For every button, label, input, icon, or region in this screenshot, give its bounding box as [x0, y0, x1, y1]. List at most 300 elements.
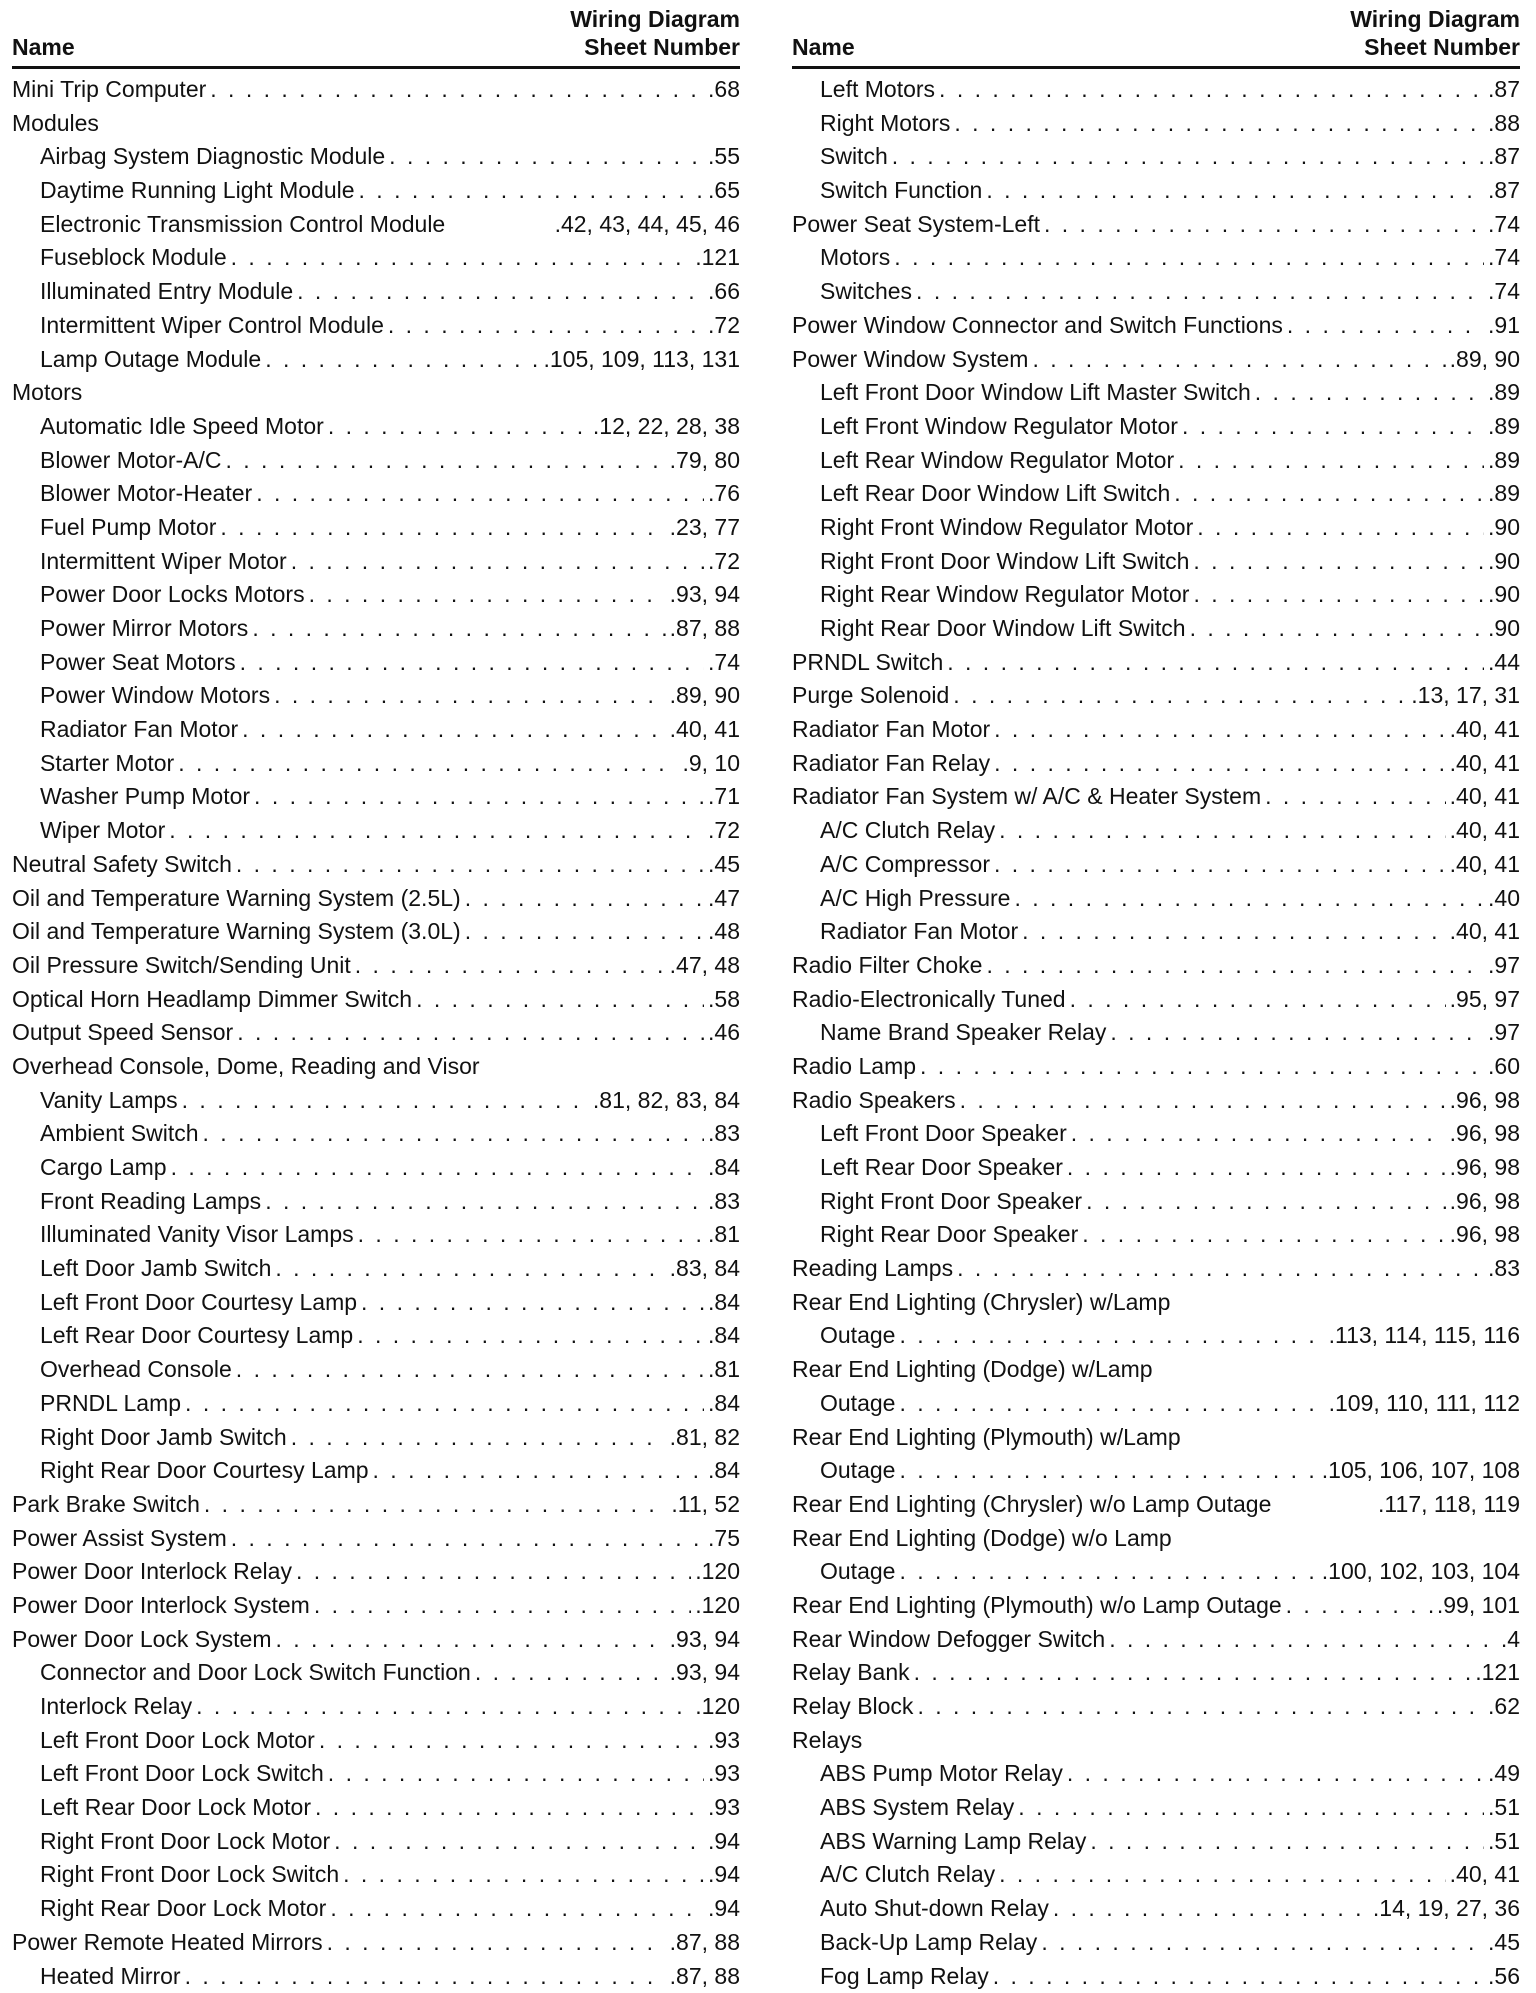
sheet-number: .55: [708, 140, 740, 174]
sheet-number: .12, 22, 28, 38: [593, 410, 740, 444]
sheet-number: .90: [1488, 612, 1520, 646]
dot-leader: [1041, 1926, 1484, 1960]
dot-leader: [1032, 343, 1445, 377]
index-entry: [12, 1757, 740, 1791]
sheet-number: .45: [1488, 1926, 1520, 1960]
entry-name: Heated Mirror: [40, 1960, 181, 1993]
sheet-number: .94: [708, 1825, 740, 1859]
entry-name: Power Assist System: [12, 1522, 227, 1556]
entry-name: Neutral Safety Switch: [12, 848, 232, 882]
index-entry: [12, 1050, 740, 1084]
entry-name: Fuseblock Module: [40, 241, 227, 275]
index-entry: [792, 107, 1520, 141]
sheet-number: .83, 84: [670, 1252, 740, 1286]
index-entry: [12, 107, 740, 141]
index-entry: [12, 1892, 740, 1926]
dot-leader: [274, 679, 666, 713]
index-entry: [12, 1555, 740, 1589]
dot-leader: [361, 1286, 704, 1320]
entry-name: ABS Pump Motor Relay: [820, 1757, 1063, 1791]
entry-name: Automatic Idle Speed Motor: [40, 410, 324, 444]
entry-name: Mini Trip Computer: [12, 73, 206, 107]
sheet-number: .81, 82: [670, 1421, 740, 1455]
entry-name: Daytime Running Light Module: [40, 174, 355, 208]
sheet-number: .97: [1488, 949, 1520, 983]
dot-leader: [994, 848, 1446, 882]
index-entry: [792, 1421, 1520, 1455]
dot-leader: [894, 241, 1484, 275]
dot-leader: [357, 1319, 704, 1353]
column-header: [792, 0, 1520, 69]
sheet-number: .71: [708, 780, 740, 814]
index-entry: [792, 477, 1520, 511]
dot-leader: [185, 1387, 704, 1421]
index-entry: [12, 1791, 740, 1825]
dot-leader: [1178, 444, 1484, 478]
index-entry: [12, 1656, 740, 1690]
index-entry: [12, 1623, 740, 1657]
index-entry: [12, 780, 740, 814]
index-entry: [792, 1656, 1520, 1690]
index-entry: [12, 511, 740, 545]
dot-leader: [297, 275, 704, 309]
header-sheet-number: Sheet Number: [1364, 34, 1520, 61]
sheet-number: .89: [1488, 410, 1520, 444]
sheet-number: .113, 114, 115, 116: [1329, 1319, 1520, 1353]
index-entry: [12, 679, 740, 713]
entry-name: Power Window System: [792, 343, 1028, 377]
sheet-number: .97: [1488, 1016, 1520, 1050]
dot-leader: [954, 107, 1484, 141]
entry-name: Power Door Locks Motors: [40, 578, 305, 612]
dot-leader: [1255, 376, 1484, 410]
index-entry: [12, 578, 740, 612]
index-entry: [792, 1926, 1520, 1960]
entry-name: Rear End Lighting (Plymouth) w/Lamp: [792, 1421, 1181, 1455]
index-entry: [792, 983, 1520, 1017]
dot-leader: [1053, 1892, 1369, 1926]
sheet-number: .66: [708, 275, 740, 309]
dot-leader: [1193, 545, 1484, 579]
sheet-number: .23, 77: [670, 511, 740, 545]
entry-name: Switches: [820, 275, 912, 309]
entry-name: Rear End Lighting (Chrysler) w/Lamp: [792, 1286, 1170, 1320]
dot-leader: [916, 275, 1484, 309]
dot-leader: [1086, 1185, 1446, 1219]
sheet-number: .96, 98: [1450, 1151, 1520, 1185]
dot-leader: [1070, 983, 1446, 1017]
entry-name: Fog Lamp Relay: [820, 1960, 989, 1993]
entry-name: Power Seat System-Left: [792, 208, 1040, 242]
dot-leader: [196, 1690, 691, 1724]
index-entry: [792, 1319, 1520, 1353]
dot-leader: [178, 747, 678, 781]
index-entry: [12, 814, 740, 848]
sheet-number: .87: [1488, 174, 1520, 208]
sheet-number: .45: [708, 848, 740, 882]
entry-name: PRNDL Switch: [792, 646, 943, 680]
entry-name: Rear End Lighting (Dodge) w/o Lamp: [792, 1522, 1172, 1556]
index-entry: [792, 882, 1520, 916]
sheet-number: .56: [1488, 1960, 1520, 1993]
dot-leader: [252, 612, 665, 646]
index-entry: [792, 511, 1520, 545]
index-entry: [792, 343, 1520, 377]
sheet-number: .74: [1488, 241, 1520, 275]
index-entry: [12, 309, 740, 343]
index-entry: [792, 1016, 1520, 1050]
index-entry: [792, 376, 1520, 410]
entry-name: Blower Motor-Heater: [40, 477, 252, 511]
dot-leader: [1044, 208, 1484, 242]
entry-name: Left Rear Door Speaker: [820, 1151, 1063, 1185]
entry-name: Radio Filter Choke: [792, 949, 982, 983]
index-entry: [792, 174, 1520, 208]
sheet-number: .93: [708, 1724, 740, 1758]
entry-name: Lamp Outage Module: [40, 343, 261, 377]
index-entry: [12, 882, 740, 916]
sheet-number: .87: [1488, 73, 1520, 107]
sheet-number: .9, 10: [682, 747, 740, 781]
sheet-number: .84: [708, 1151, 740, 1185]
dot-leader: [1287, 309, 1484, 343]
sheet-number: .79, 80: [670, 444, 740, 478]
dot-leader: [225, 444, 665, 478]
sheet-number: .121: [1475, 1656, 1520, 1690]
entry-name: Output Speed Sensor: [12, 1016, 233, 1050]
index-rows: [12, 69, 740, 1993]
index-entry: [792, 1757, 1520, 1791]
entry-name: Left Rear Door Courtesy Lamp: [40, 1319, 353, 1353]
index-entry: [12, 1218, 740, 1252]
entry-name: Right Rear Door Speaker: [820, 1218, 1078, 1252]
sheet-number: .11, 52: [671, 1488, 740, 1522]
entry-name: Name Brand Speaker Relay: [820, 1016, 1106, 1050]
entry-name: Right Door Jamb Switch: [40, 1421, 287, 1455]
dot-leader: [465, 915, 704, 949]
index-entry: [12, 1185, 740, 1219]
dot-leader: [169, 814, 704, 848]
entry-name: Motors: [820, 241, 890, 275]
dot-leader: [275, 1623, 665, 1657]
dot-leader: [465, 882, 704, 916]
index-entry: [12, 1252, 740, 1286]
dot-leader: [182, 1084, 589, 1118]
entry-name: Right Front Window Regulator Motor: [820, 511, 1193, 545]
index-entry: [792, 1488, 1520, 1522]
sheet-number: .84: [708, 1454, 740, 1488]
sheet-number: .93, 94: [670, 1623, 740, 1657]
index-entry: [792, 1589, 1520, 1623]
sheet-number: .42, 43, 44, 45, 46: [555, 208, 740, 242]
entry-name: Intermittent Wiper Control Module: [40, 309, 384, 343]
dot-leader: [240, 646, 704, 680]
dot-leader: [231, 1522, 704, 1556]
entry-name: Optical Horn Headlamp Dimmer Switch: [12, 983, 412, 1017]
entry-name: Purge Solenoid: [792, 679, 949, 713]
sheet-number: .120: [695, 1690, 740, 1724]
sheet-number: .93: [708, 1757, 740, 1791]
sheet-number: .109, 110, 111, 112: [1329, 1387, 1520, 1421]
index-entry: [792, 1724, 1520, 1758]
dot-leader: [334, 1825, 704, 1859]
sheet-number: .62: [1488, 1690, 1520, 1724]
entry-name: Left Front Door Courtesy Lamp: [40, 1286, 357, 1320]
entry-name: Left Motors: [820, 73, 935, 107]
entry-name: PRNDL Lamp: [40, 1387, 181, 1421]
entry-name: A/C High Pressure: [820, 882, 1010, 916]
entry-name: ABS Warning Lamp Relay: [820, 1825, 1086, 1859]
entry-name: Right Rear Door Lock Motor: [40, 1892, 326, 1926]
entry-name: Right Motors: [820, 107, 950, 141]
header-sheet-number: Sheet Number: [584, 34, 740, 61]
sheet-number: .90: [1488, 511, 1520, 545]
index-entry: [12, 983, 740, 1017]
entry-name: Radiator Fan Relay: [792, 747, 990, 781]
dot-leader: [994, 747, 1446, 781]
dot-leader: [265, 1185, 704, 1219]
index-entry: [792, 73, 1520, 107]
sheet-number: .99, 101: [1437, 1589, 1520, 1623]
sheet-number: .40, 41: [1450, 713, 1520, 747]
sheet-number: .94: [708, 1892, 740, 1926]
entry-name: Switch Function: [820, 174, 982, 208]
sheet-number: .87, 88: [670, 1960, 740, 1993]
dot-leader: [993, 1960, 1484, 1993]
sheet-number: .74: [1488, 208, 1520, 242]
index-entry: [792, 1084, 1520, 1118]
index-entry: [792, 578, 1520, 612]
dot-leader: [231, 241, 692, 275]
entry-name: Airbag System Diagnostic Module: [40, 140, 385, 174]
entry-name: Oil and Temperature Warning System (2.5L): [12, 882, 461, 916]
dot-leader: [999, 814, 1446, 848]
dot-leader: [236, 1353, 704, 1387]
dot-leader: [957, 1252, 1484, 1286]
entry-name: Left Front Door Lock Switch: [40, 1757, 324, 1791]
dot-leader: [291, 1421, 666, 1455]
dot-leader: [204, 1488, 667, 1522]
entry-name: Motors: [12, 376, 82, 410]
dot-leader: [388, 309, 704, 343]
index-entry: [792, 814, 1520, 848]
index-entry: [792, 1623, 1520, 1657]
header-name: Name: [792, 34, 855, 61]
dot-leader: [296, 1555, 691, 1589]
column-header: [12, 0, 740, 69]
dot-leader: [236, 848, 704, 882]
dot-leader: [416, 983, 704, 1017]
dot-leader: [1082, 1218, 1445, 1252]
dot-leader: [994, 713, 1446, 747]
sheet-number: .96, 98: [1450, 1084, 1520, 1118]
sheet-number: .121: [695, 241, 740, 275]
sheet-number: .96, 98: [1450, 1185, 1520, 1219]
sheet-number: .120: [695, 1589, 740, 1623]
dot-leader: [358, 1218, 704, 1252]
index-column-left: [12, 0, 740, 1993]
index-column-right: [792, 0, 1520, 1993]
dot-leader: [265, 343, 539, 377]
sheet-number: .51: [1488, 1791, 1520, 1825]
index-entry: [792, 780, 1520, 814]
sheet-number: .40, 41: [1450, 848, 1520, 882]
entry-name: Left Rear Door Window Lift Switch: [820, 477, 1170, 511]
index-entry: [12, 1353, 740, 1387]
sheet-number: .84: [708, 1286, 740, 1320]
dot-leader: [256, 477, 704, 511]
dot-leader: [1265, 780, 1446, 814]
sheet-number: .81: [708, 1353, 740, 1387]
entry-name: Modules: [12, 107, 99, 141]
sheet-number: .95, 97: [1450, 983, 1520, 1017]
entry-name: Oil and Temperature Warning System (3.0L): [12, 915, 461, 949]
sheet-number: .117, 118, 119: [1378, 1488, 1520, 1522]
entry-name: Left Front Door Window Lift Master Switch: [820, 376, 1251, 410]
index-entry: [12, 1488, 740, 1522]
entry-name: Illuminated Vanity Visor Lamps: [40, 1218, 354, 1252]
entry-name: Washer Pump Motor: [40, 780, 250, 814]
sheet-number: .87, 88: [670, 612, 740, 646]
dot-leader: [892, 140, 1484, 174]
index-entry: [12, 646, 740, 680]
index-entry: [12, 1016, 740, 1050]
sheet-number: .49: [1488, 1757, 1520, 1791]
dot-leader: [1109, 1623, 1497, 1657]
index-entry: [12, 275, 740, 309]
dot-leader: [1110, 1016, 1484, 1050]
sheet-number: .89, 90: [670, 679, 740, 713]
dot-leader: [275, 1252, 665, 1286]
index-entry: [12, 1319, 740, 1353]
sheet-number: .91: [1488, 309, 1520, 343]
sheet-number: .81, 82, 83, 84: [593, 1084, 740, 1118]
entry-name: Oil Pressure Switch/Sending Unit: [12, 949, 351, 983]
dot-leader: [1286, 1589, 1433, 1623]
entry-name: Power Seat Motors: [40, 646, 236, 680]
sheet-number: .87: [1488, 140, 1520, 174]
entry-name: Outage: [820, 1454, 895, 1488]
index-entry: [12, 1926, 740, 1960]
sheet-number: .83: [1488, 1252, 1520, 1286]
dot-leader: [1014, 882, 1484, 916]
sheet-number: .46: [708, 1016, 740, 1050]
dot-leader: [309, 578, 666, 612]
sheet-number: .68: [708, 73, 740, 107]
index-entry: [792, 1252, 1520, 1286]
sheet-number: .60: [1488, 1050, 1520, 1084]
dot-leader: [1090, 1825, 1484, 1859]
entry-name: Power Door Interlock System: [12, 1589, 310, 1623]
entry-name: Left Rear Window Regulator Motor: [820, 444, 1174, 478]
entry-name: Power Door Lock System: [12, 1623, 271, 1657]
dot-leader: [1182, 410, 1484, 444]
entry-name: Radiator Fan Motor: [792, 713, 990, 747]
entry-name: Right Front Door Speaker: [820, 1185, 1082, 1219]
entry-name: Rear End Lighting (Chrysler) w/o Lamp Outage: [792, 1488, 1271, 1522]
entry-name: Left Door Jamb Switch: [40, 1252, 271, 1286]
index-entry: [12, 343, 740, 377]
sheet-number: .74: [708, 646, 740, 680]
index-entry: [792, 1791, 1520, 1825]
dot-leader: [220, 511, 665, 545]
entry-name: Blower Motor-A/C: [40, 444, 221, 478]
dot-leader: [1067, 1151, 1446, 1185]
sheet-number: .120: [695, 1555, 740, 1589]
dot-leader: [254, 780, 704, 814]
dot-leader: [947, 646, 1484, 680]
index-entry: [12, 73, 740, 107]
sheet-number: .40, 41: [670, 713, 740, 747]
sheet-number: .88: [1488, 107, 1520, 141]
entry-name: Right Rear Door Courtesy Lamp: [40, 1454, 369, 1488]
entry-name: Power Window Motors: [40, 679, 270, 713]
dot-leader: [999, 1858, 1446, 1892]
dot-leader: [1190, 612, 1484, 646]
index-entry: [12, 477, 740, 511]
sheet-number: .40, 41: [1450, 1858, 1520, 1892]
dot-leader: [185, 1960, 666, 1993]
sheet-number: .87, 88: [670, 1926, 740, 1960]
dot-leader: [899, 1454, 1317, 1488]
entry-name: Radio Speakers: [792, 1084, 956, 1118]
index-entry: [12, 612, 740, 646]
entry-name: Overhead Console, Dome, Reading and Visor: [12, 1050, 480, 1084]
entry-name: A/C Compressor: [820, 848, 990, 882]
index-entry: [12, 1387, 740, 1421]
sheet-number: .89: [1488, 477, 1520, 511]
entry-name: Back-Up Lamp Relay: [820, 1926, 1037, 1960]
index-entry: [12, 444, 740, 478]
dot-leader: [330, 1892, 704, 1926]
entry-name: Park Brake Switch: [12, 1488, 200, 1522]
index-entry: [792, 1117, 1520, 1151]
index-entry: [12, 1858, 740, 1892]
index-entry: [792, 208, 1520, 242]
entry-name: Relay Bank: [792, 1656, 910, 1690]
sheet-number: .93, 94: [670, 1656, 740, 1690]
entry-name: Starter Motor: [40, 747, 174, 781]
index-entry: [12, 1589, 740, 1623]
entry-name: Electronic Transmission Control Module: [40, 208, 445, 242]
sheet-number: .40: [1488, 882, 1520, 916]
entry-name: Cargo Lamp: [40, 1151, 167, 1185]
index-entry: [12, 1421, 740, 1455]
index-entry: [12, 1690, 740, 1724]
sheet-number: .47, 48: [670, 949, 740, 983]
index-entry: [792, 713, 1520, 747]
entry-name: Radio-Electronically Tuned: [792, 983, 1066, 1017]
dot-leader: [920, 1050, 1484, 1084]
dot-leader: [1071, 1117, 1446, 1151]
sheet-number: .75: [708, 1522, 740, 1556]
entry-name: Outage: [820, 1555, 895, 1589]
dot-leader: [1067, 1757, 1484, 1791]
sheet-number: .40, 41: [1450, 915, 1520, 949]
index-entry: [792, 1185, 1520, 1219]
entry-name: Right Front Door Lock Motor: [40, 1825, 330, 1859]
index-entry: [792, 309, 1520, 343]
sheet-number: .84: [708, 1319, 740, 1353]
entry-name: Rear End Lighting (Plymouth) w/o Lamp Outage: [792, 1589, 1282, 1623]
index-entry: [792, 1454, 1520, 1488]
sheet-number: .93, 94: [670, 578, 740, 612]
entry-name: Overhead Console: [40, 1353, 232, 1387]
index-entry: [792, 1960, 1520, 1993]
index-entry: [12, 376, 740, 410]
entry-name: Right Rear Door Window Lift Switch: [820, 612, 1186, 646]
dot-leader: [319, 1724, 704, 1758]
